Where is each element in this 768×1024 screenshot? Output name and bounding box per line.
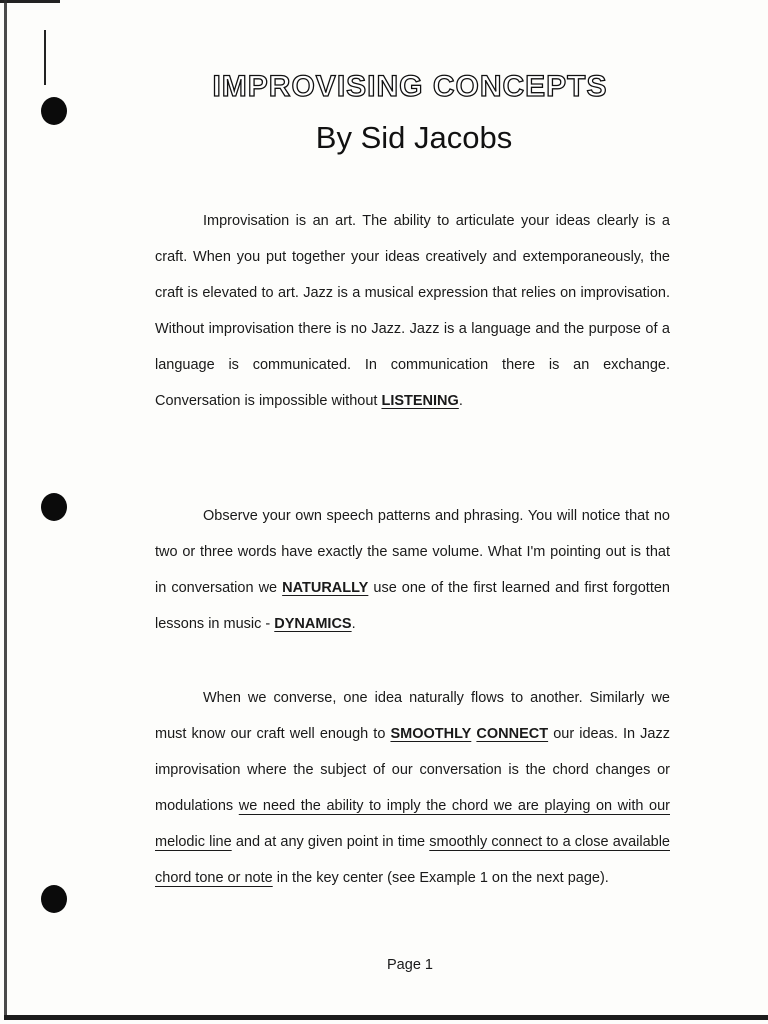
handwritten-underline-1: we need the ability to imply the chord we are playing on with our melodic line [155,798,670,850]
handwritten-underline-2: smoothly connect to a close available chord tone or note [155,834,670,886]
paragraph-2-text-middle: use one of the first learned and first forgotten lessons in music - [155,580,670,632]
paragraph-1 [155,203,670,419]
paragraph-2-end: . [351,616,356,632]
paragraph-3-text-between: and at any given point in time [231,834,430,850]
page-edge-top [0,0,60,3]
punch-hole-bottom [41,885,67,913]
emphasis-dynamics: DYNAMICS [274,616,352,632]
emphasis-listening: LISTENING [381,393,459,409]
punch-hole-middle [41,493,67,521]
emphasis-naturally: NATURALLY [282,580,369,596]
paragraph-2-text: Observe your own speech patterns and phrasing. You will notice that no two or three words have exactly the same volume. What I'm pointing out is that in conversation we [155,508,670,596]
page-edge-bottom [4,1015,768,1020]
paragraph-1-end: . [458,393,463,409]
emphasis-smoothly: SMOOTHLY [390,726,472,742]
page-number: Page 1 [387,957,433,973]
paragraph-3 [155,680,670,896]
paragraph-3-text-middle: our ideas. In Jazz improvisation where the subject of our conversation is the chord changes or modulations [155,726,670,814]
author-line: By Sid Jacobs [315,120,513,155]
document-title: IMPROVISING CONCEPTS [212,70,608,103]
emphasis-connect: CONNECT [476,726,549,742]
paragraph-2 [155,498,670,642]
paragraph-3-text: When we converse, one idea naturally flows to another. Similarly we must know our craft well enough to [155,690,670,742]
paragraph-1-text: Improvisation is an art. The ability to articulate your ideas clearly is a craft. When you put together your ideas creatively and extemporaneously, the craft is elevated to art. Jazz is a musical expression that relies on improvisation. Without improvisation there is no Jazz. Jazz is a language and the purpose of a language is communicated. In communication there is an exchange. Conversation is impossible without [155,213,670,409]
paragraph-3-end: in the key center (see Example 1 on the next page). [272,870,609,886]
